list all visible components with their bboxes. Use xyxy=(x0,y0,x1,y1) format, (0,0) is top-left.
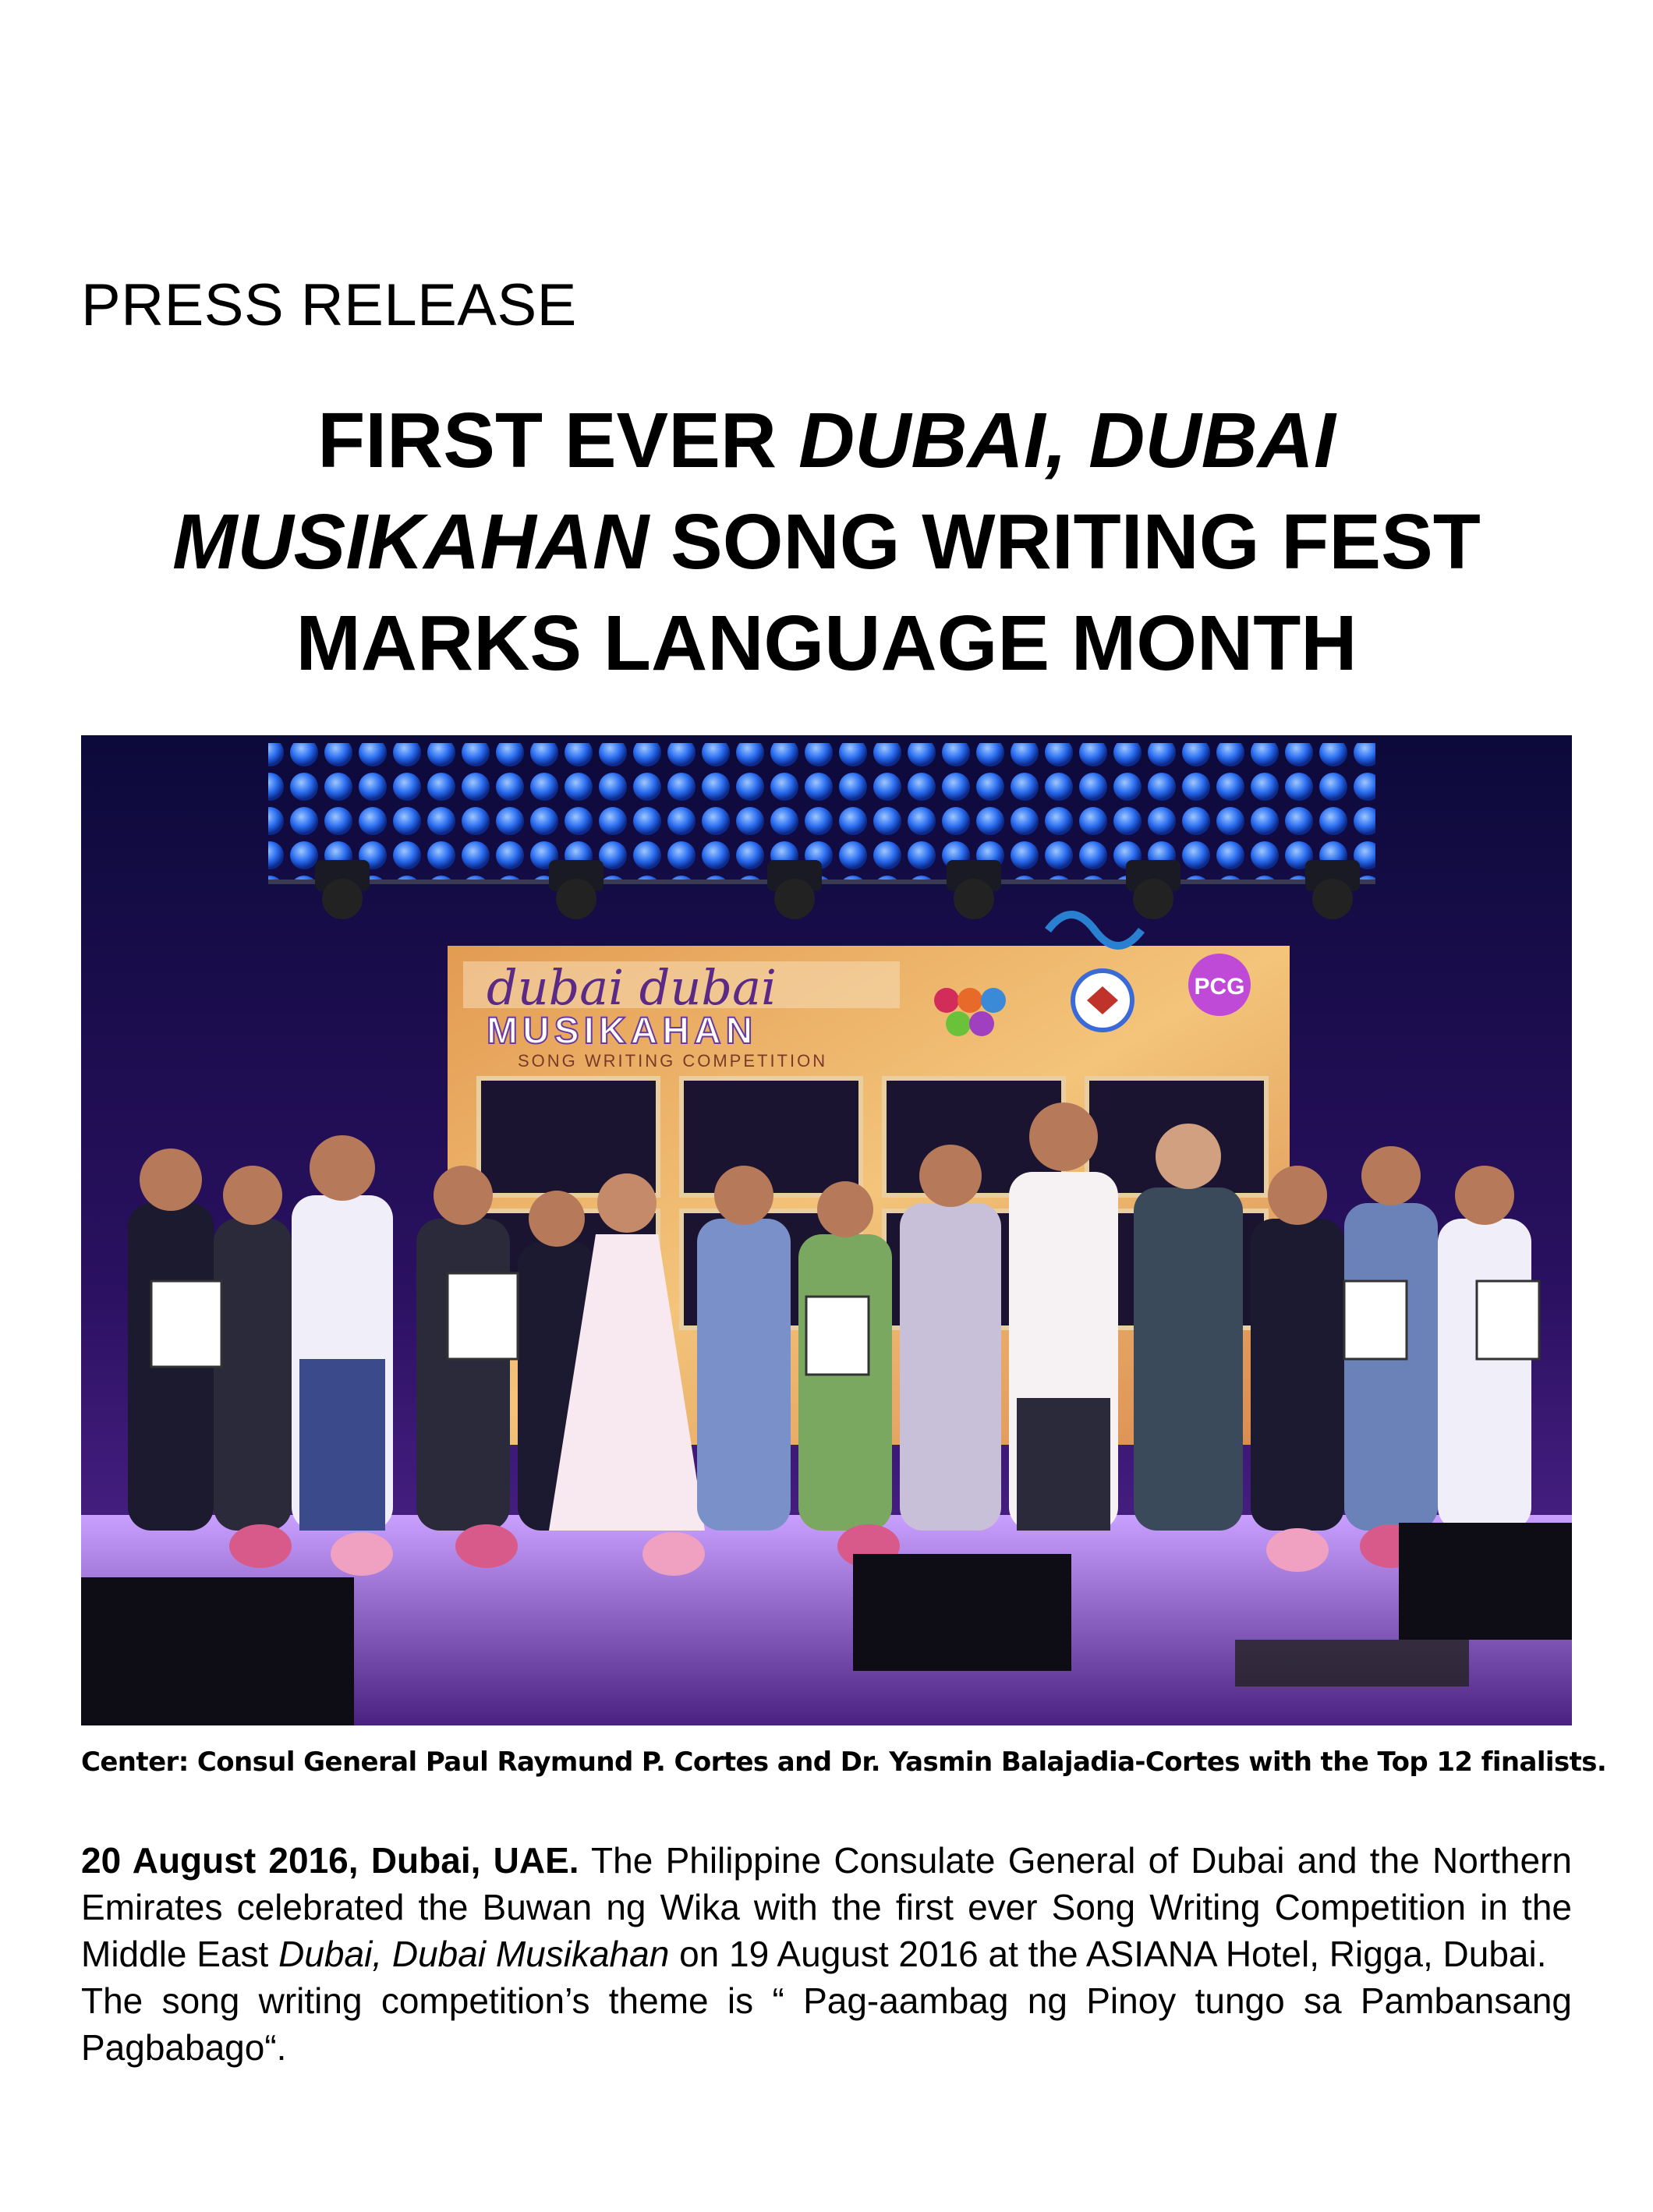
event-name: Dubai, Dubai Musikahan xyxy=(278,1934,670,1974)
paragraph-1-text: The Philippine Consulate General of Dubai and the Northern Emirates celebrated the Buwan ng Wika with the first ever Song Writing Competition in the Middle East xyxy=(81,1840,1572,1974)
event-photo xyxy=(81,735,1572,1725)
led-ball-wall xyxy=(268,743,1375,883)
event-photo-illustration xyxy=(81,735,1572,1725)
headline-line-1 xyxy=(81,390,1572,491)
screen-script: dubai dubai xyxy=(487,959,777,1016)
paragraph-2: The song writing competition’s theme is “ Pag-aambag ng Pinoy tungo sa Pambansang Pagbabago“. xyxy=(81,1980,1572,2068)
screen-title: MUSIKAHAN xyxy=(487,1010,758,1052)
dateline: 20 August 2016, Dubai, UAE. xyxy=(81,1840,579,1881)
headline-italic: DUBAI, DUBAI xyxy=(798,397,1336,484)
paragraph-1-text-end: on 19 August 2016 at the ASIANA Hotel, Rigga, Dubai. xyxy=(669,1934,1547,1974)
headline-line-2 xyxy=(81,491,1572,593)
headline-text: SONG WRITING FEST xyxy=(649,498,1481,586)
press-release-label: PRESS RELEASE xyxy=(81,272,577,338)
article-body xyxy=(81,1837,1572,2071)
photo-caption: Center: Consul General Paul Raymund P. Cortes and Dr. Yasmin Balajadia-Cortes with the Top 12 finalists. xyxy=(81,1747,1607,1778)
headline xyxy=(81,390,1572,694)
paragraph-1 xyxy=(81,1837,1572,1977)
headline-text: FIRST EVER xyxy=(317,397,798,484)
headline-italic: MUSIKAHAN xyxy=(172,498,650,586)
headline-line-3: MARKS LANGUAGE MONTH xyxy=(296,600,1357,687)
screen-badge: PCG xyxy=(1194,974,1245,1000)
screen-subtitle: SONG WRITING COMPETITION xyxy=(518,1051,828,1071)
